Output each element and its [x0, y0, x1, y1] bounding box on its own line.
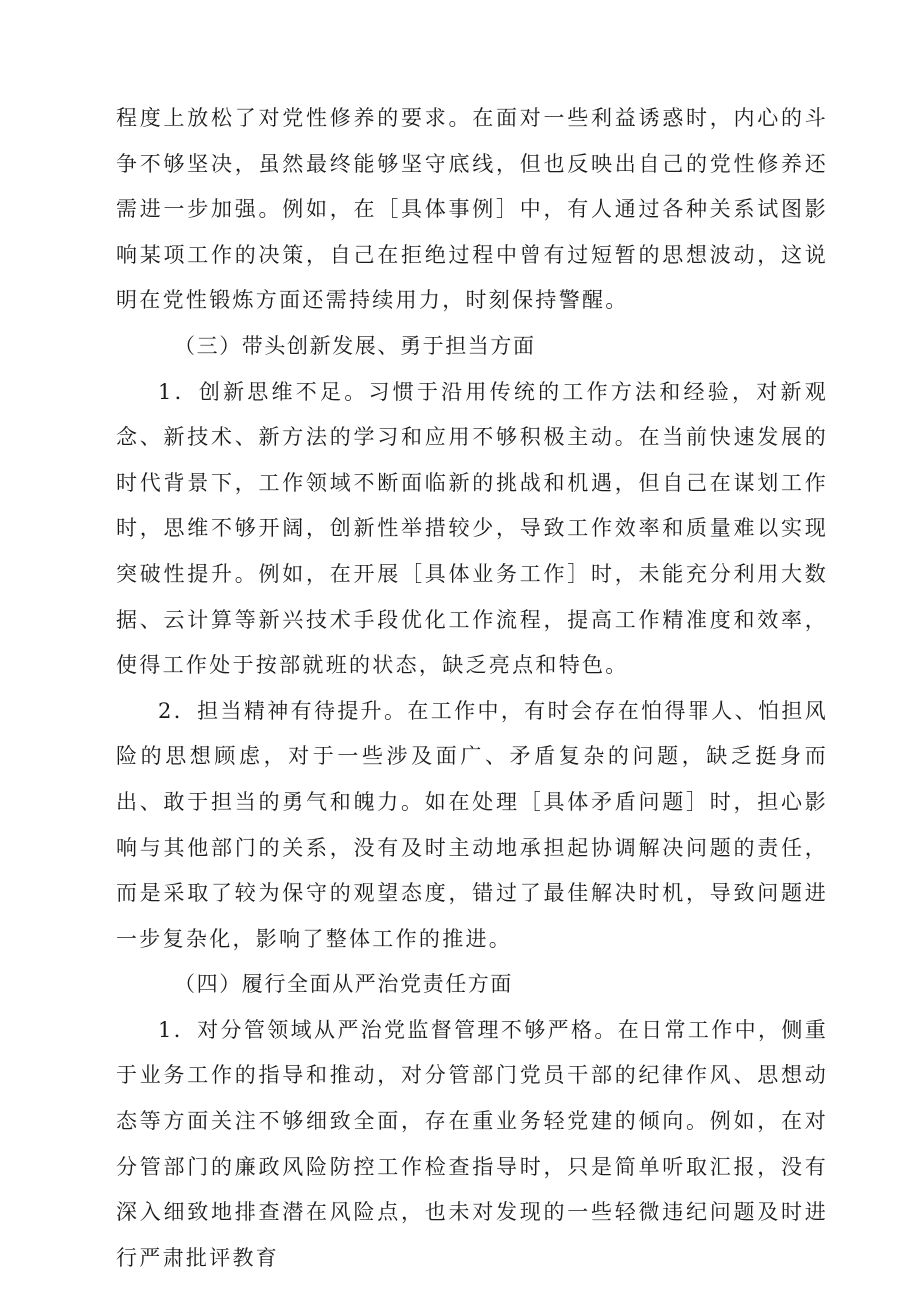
document-body [116, 96, 828, 1281]
section-4-item-1: 1．对分管领域从严治党监督管理不够严格。在日常工作中，侧重于业务工作的指导和推动，对分管部门党员干部的纪律作风、思想动态等方面关注不够细致全面，存在重业务轻党建的倾向。例如，在对分管部门的廉政风险防控工作检查指导时，只是简单听取汇报，没有深入细致地排查潜在风险点，也未对发现的一些轻微违纪问题及时进行严肃批评教育 [116, 1017, 828, 1270]
section-3-item-1: 1．创新思维不足。习惯于沿用传统的工作方法和经验，对新观念、新技术、新方法的学习和应用不够积极主动。在当前快速发展的时代背景下，工作领域不断面临新的挑战和机遇，但自己在谋划工作时，思维不够开阔，创新性举措较少，导致工作效率和质量难以实现突破性提升。例如，在开展［具体业务工作］时，未能充分利用大数据、云计算等新兴技术手段优化工作流程，提高工作精准度和效率，使得工作处于按部就班的状态，缺乏亮点和特色。 [116, 379, 828, 678]
section-heading-4: （四）履行全面从严治党责任方面 [174, 972, 513, 997]
section-3-item-2: 2．担当精神有待提升。在工作中，有时会存在怕得罪人、怕担风险的思想顾虑，对于一些涉及面广、矛盾复杂的问题，缺乏挺身而出、敢于担当的勇气和魄力。如在处理［具体矛盾问题］时，担心影响与其他部门的关系，没有及时主动地承担起协调解决问题的责任，而是采取了较为保守的观望态度，错过了最佳解决时机，导致问题进一步复杂化，影响了整体工作的推进。 [116, 698, 828, 951]
section-heading-3: （三）带头创新发展、勇于担当方面 [174, 333, 536, 358]
paragraph-intro: 程度上放松了对党性修养的要求。在面对一些利益诱惑时，内心的斗争不够坚决，虽然最终能够坚守底线，但也反映出自己的党性修养还需进一步加强。例如，在［具体事例］中，有人通过各种关系试图影响某项工作的决策，自己在拒绝过程中曾有过短暂的思想波动，这说明在党性锻炼方面还需持续用力，时刻保持警醒。 [116, 106, 828, 313]
